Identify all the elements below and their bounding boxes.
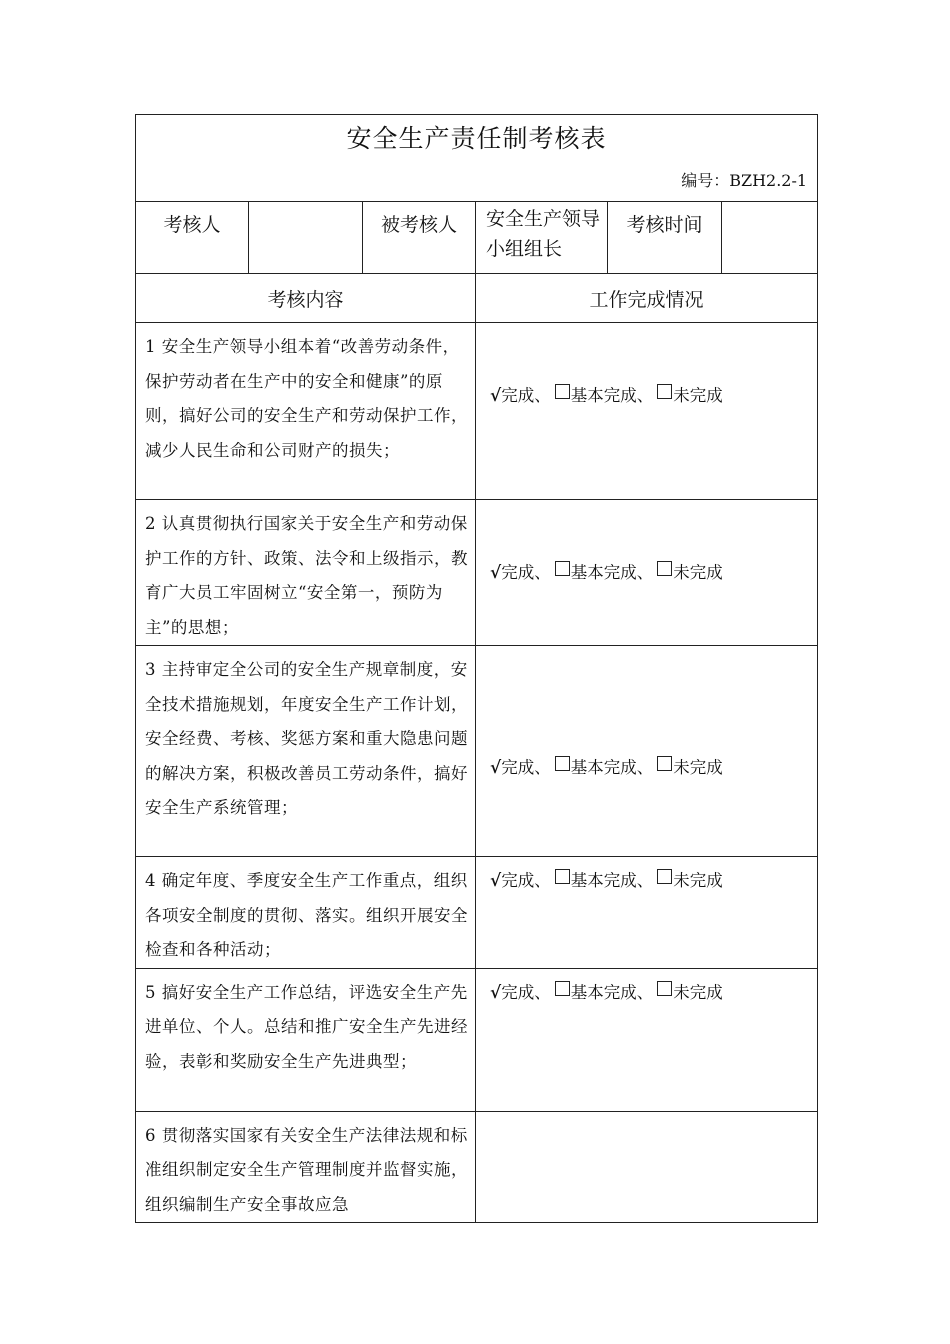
checkbox-icon[interactable]	[555, 384, 570, 399]
checkbox-icon[interactable]	[657, 869, 672, 884]
assessment-sheet	[135, 114, 817, 1223]
option-basic[interactable]: 基本完成、	[570, 982, 654, 1002]
status-options	[476, 646, 818, 857]
table-row	[136, 500, 818, 646]
option-not-done[interactable]: 未完成	[673, 563, 723, 582]
option-basic[interactable]: 基本完成、	[570, 758, 654, 777]
option-done[interactable]: 完成、	[501, 871, 551, 890]
option-done[interactable]: 完成、	[501, 982, 551, 1002]
status-empty-cell	[476, 1111, 818, 1223]
checkbox-icon[interactable]	[657, 561, 672, 576]
option-done[interactable]: 完成、	[501, 386, 551, 405]
assessor-value[interactable]	[249, 202, 363, 274]
item-content: 6 贯彻落实国家有关安全生产法律法规和标准组织制定安全生产管理制度并监督实施，组织编制生产安全事故应急	[136, 1111, 476, 1223]
checkbox-icon[interactable]	[555, 981, 570, 996]
status-options	[476, 857, 818, 969]
status-column-header: 工作完成情况	[476, 274, 818, 323]
status-options	[476, 500, 818, 646]
page-title: 安全生产责任制考核表	[346, 124, 607, 153]
checkbox-icon[interactable]	[657, 384, 672, 399]
option-not-done[interactable]: 未完成	[673, 758, 723, 777]
option-not-done[interactable]: 未完成	[673, 386, 723, 405]
table-row	[136, 323, 818, 500]
item-content: 5 搞好安全生产工作总结，评选安全生产先进单位、个人。总结和推广安全生产先进经验，表彰和奖励安全生产先进典型；	[136, 968, 476, 1111]
table-row	[136, 646, 818, 857]
document-code: 编号：BZH2.2-1	[681, 171, 808, 190]
assessor-label: 考核人	[136, 202, 249, 274]
assessee-label: 被考核人	[363, 202, 476, 274]
status-options	[476, 968, 818, 1111]
table-row	[136, 1111, 818, 1223]
check-mark-icon: √	[490, 386, 502, 406]
option-basic[interactable]: 基本完成、	[570, 871, 654, 890]
item-content: 3 主持审定全公司的安全生产规章制度，安全技术措施规划，年度安全生产工作计划，安全经费、考核、奖惩方案和重大隐患问题的解决方案，积极改善员工劳动条件，搞好安全生产系统管理；	[136, 646, 476, 857]
check-mark-icon: √	[490, 982, 502, 1003]
check-mark-icon: √	[490, 871, 502, 891]
assessment-table	[135, 114, 818, 1223]
table-row	[136, 857, 818, 969]
check-mark-icon: √	[490, 563, 502, 583]
checkbox-icon[interactable]	[555, 756, 570, 771]
option-basic[interactable]: 基本完成、	[570, 563, 654, 582]
status-options	[476, 323, 818, 500]
option-not-done[interactable]: 未完成	[673, 982, 723, 1002]
checkbox-icon[interactable]	[657, 981, 672, 996]
checkbox-icon[interactable]	[555, 869, 570, 884]
option-not-done[interactable]: 未完成	[673, 871, 723, 890]
time-label: 考核时间	[608, 202, 722, 274]
content-column-header: 考核内容	[136, 274, 476, 323]
option-basic[interactable]: 基本完成、	[570, 386, 654, 405]
item-content: 2 认真贯彻执行国家关于安全生产和劳动保护工作的方针、政策、法令和上级指示，教育广大员工牢固树立“安全第一，预防为主”的思想；	[136, 500, 476, 646]
checkbox-icon[interactable]	[555, 561, 570, 576]
time-value[interactable]	[722, 202, 818, 274]
table-row	[136, 968, 818, 1111]
option-done[interactable]: 完成、	[501, 563, 551, 582]
item-content: 4 确定年度、季度安全生产工作重点，组织各项安全制度的贯彻、落实。组织开展安全检查和各种活动；	[136, 857, 476, 969]
title-cell	[136, 115, 818, 202]
check-mark-icon: √	[490, 758, 502, 778]
option-done[interactable]: 完成、	[501, 758, 551, 777]
assessee-value: 安全生产领导小组组长	[476, 202, 608, 274]
item-content: 1 安全生产领导小组本着“改善劳动条件，保护劳动者在生产中的安全和健康”的原则，搞好公司的安全生产和劳动保护工作，减少人民生命和公司财产的损失；	[136, 323, 476, 500]
checkbox-icon[interactable]	[657, 756, 672, 771]
